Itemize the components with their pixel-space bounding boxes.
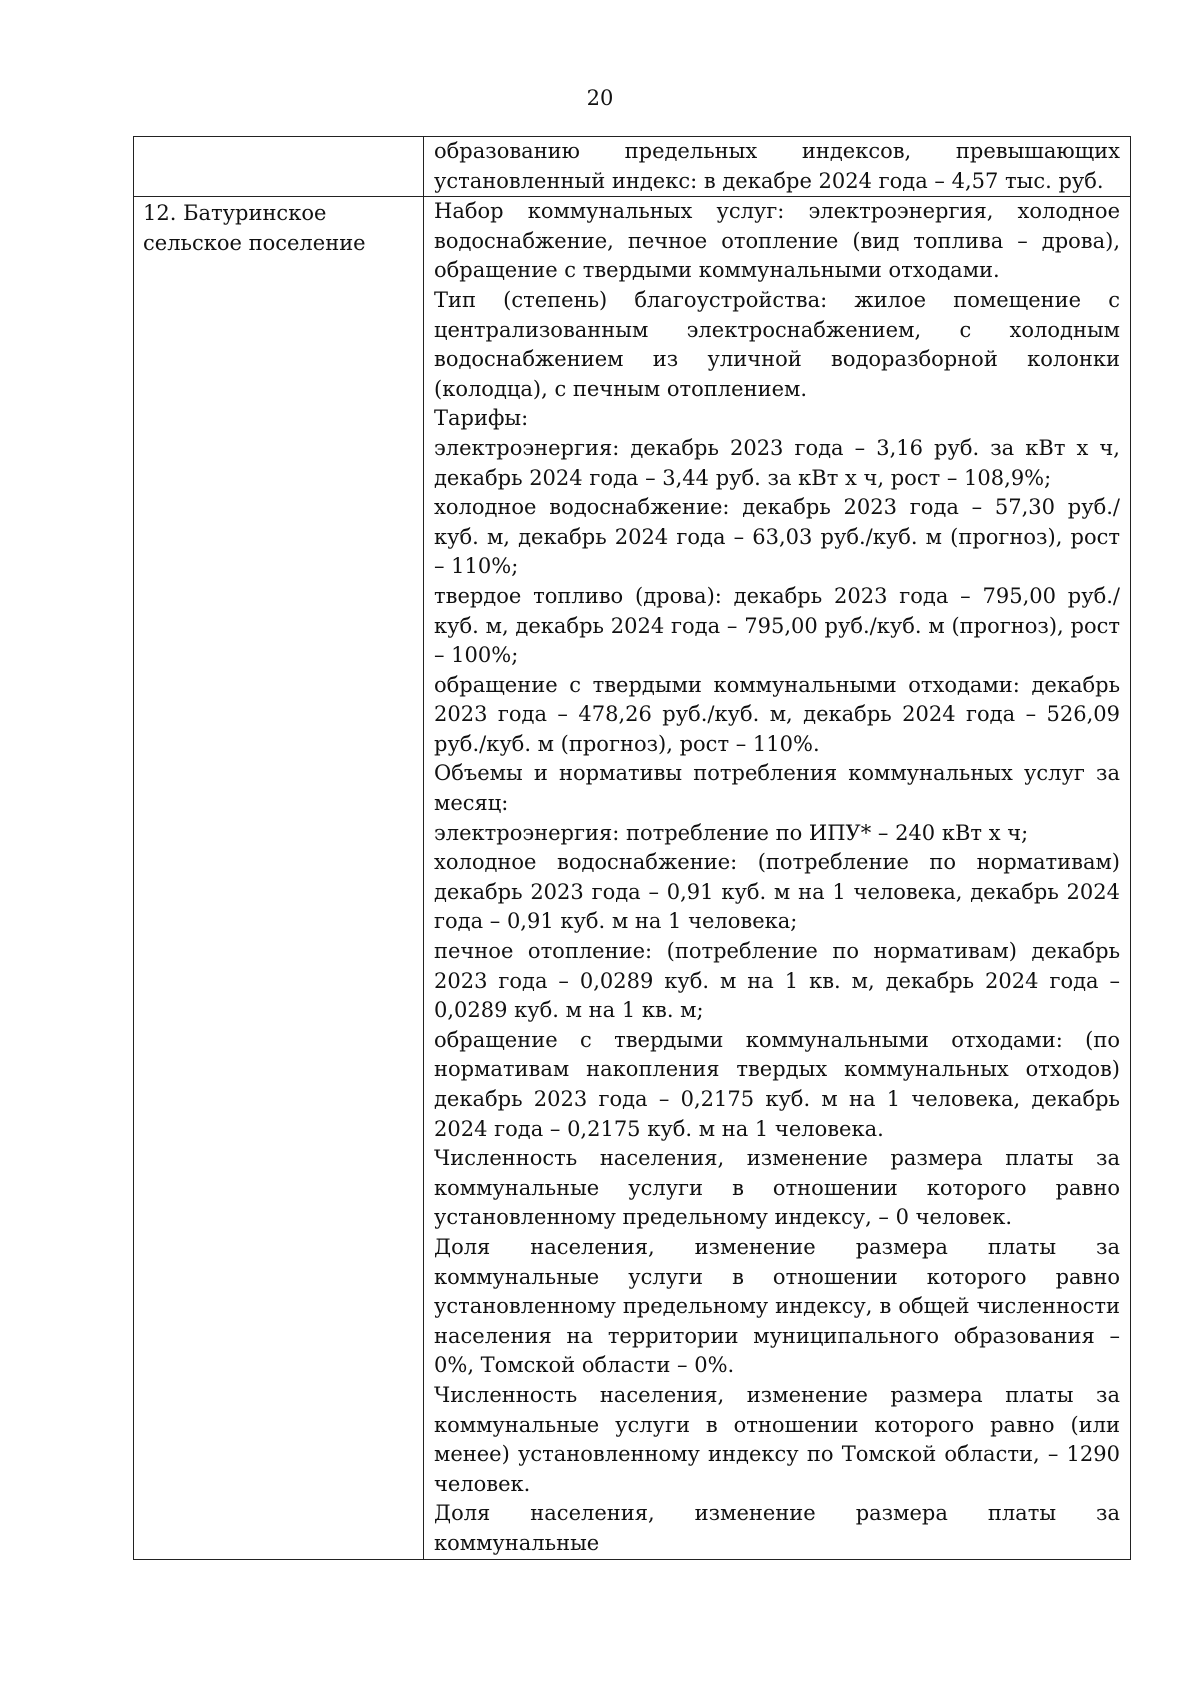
municipality-line: 12. Батуринское bbox=[143, 201, 327, 226]
paragraph: электроэнергия: декабрь 2023 года – 3,16 руб. за кВт х ч, декабрь 2024 года – 3,44 руб. за кВт х ч, рост – 108,9%; bbox=[434, 435, 1120, 490]
table-row bbox=[134, 197, 1131, 1559]
description-cell bbox=[424, 197, 1131, 1559]
paragraph: Тарифы: bbox=[434, 406, 529, 431]
paragraph: холодное водоснабжение: декабрь 2023 года – 57,30 руб./куб. м, декабрь 2024 года – 63,03 руб./куб. м (прогноз), рост – 110%; bbox=[434, 495, 1120, 579]
tariff-table bbox=[133, 136, 1131, 1560]
paragraph: печное отопление: (потребление по нормативам) декабрь 2023 года – 0,0289 куб. м на 1 кв. м, декабрь 2024 года – 0,0289 куб. м на 1 кв. м; bbox=[434, 939, 1120, 1023]
paragraph: Доля населения, изменение размера платы за коммунальные услуги в отношении которого равно установленному предельному индексу, в общей численности населения на территории муниципального образования – 0%, Томской области – 0%. bbox=[434, 1234, 1120, 1378]
paragraph: Численность населения, изменение размера платы за коммунальные услуги в отношении которого равно установленному предельному индексу, – 0 человек. bbox=[434, 1146, 1120, 1230]
table-row bbox=[134, 137, 1131, 197]
municipality-cell bbox=[134, 137, 424, 197]
paragraph: холодное водоснабжение: (потребление по нормативам) декабрь 2023 года – 0,91 куб. м на 1 человека, декабрь 2024 года – 0,91 куб. м на 1 человека; bbox=[434, 850, 1120, 934]
paragraph: Набор коммунальных услуг: электроэнергия, холодное водоснабжение, печное отопление (вид топлива – дрова), обращение с твердыми коммунальными отходами. bbox=[434, 199, 1120, 283]
municipality-cell bbox=[134, 197, 424, 1559]
paragraph: Тип (степень) благоустройства: жилое помещение с централизованным электроснабжением, с холодным водоснабжением из уличной водоразборной колонки (колодца), с печным отоплением. bbox=[434, 287, 1120, 401]
paragraph: Численность населения, изменение размера платы за коммунальные услуги в отношении которого равно (или менее) установленному индексу по Томской области, – 1290 человек. bbox=[434, 1382, 1120, 1496]
paragraph: образованию предельных индексов, превышающих установленный индекс: в декабре 2024 года – 4,57 тыс. руб. bbox=[434, 139, 1120, 193]
description-cell bbox=[424, 137, 1131, 197]
municipality-line: сельское поселение bbox=[143, 230, 366, 255]
paragraph: обращение с твердыми коммунальными отходами: декабрь 2023 года – 478,26 руб./куб. м, декабрь 2024 года – 526,09 руб./куб. м (прогноз), рост – 110%. bbox=[434, 672, 1120, 756]
paragraph: обращение с твердыми коммунальными отходами: (по нормативам накопления твердых коммунальных отходов) декабрь 2023 года – 0,2175 куб. м на 1 человека, декабрь 2024 года – 0,2175 куб. м на 1 человека. bbox=[434, 1027, 1120, 1141]
paragraph: Доля населения, изменение размера платы за коммунальные bbox=[434, 1501, 1120, 1555]
paragraph: твердое топливо (дрова): декабрь 2023 года – 795,00 руб./куб. м, декабрь 2024 года – 795,00 руб./куб. м (прогноз), рост – 100%; bbox=[434, 583, 1120, 668]
paragraph: Объемы и нормативы потребления коммунальных услуг за месяц: bbox=[434, 761, 1120, 816]
page-number: 20 bbox=[586, 86, 614, 110]
paragraph: электроэнергия: потребление по ИПУ* – 240 кВт х ч; bbox=[434, 820, 1029, 845]
